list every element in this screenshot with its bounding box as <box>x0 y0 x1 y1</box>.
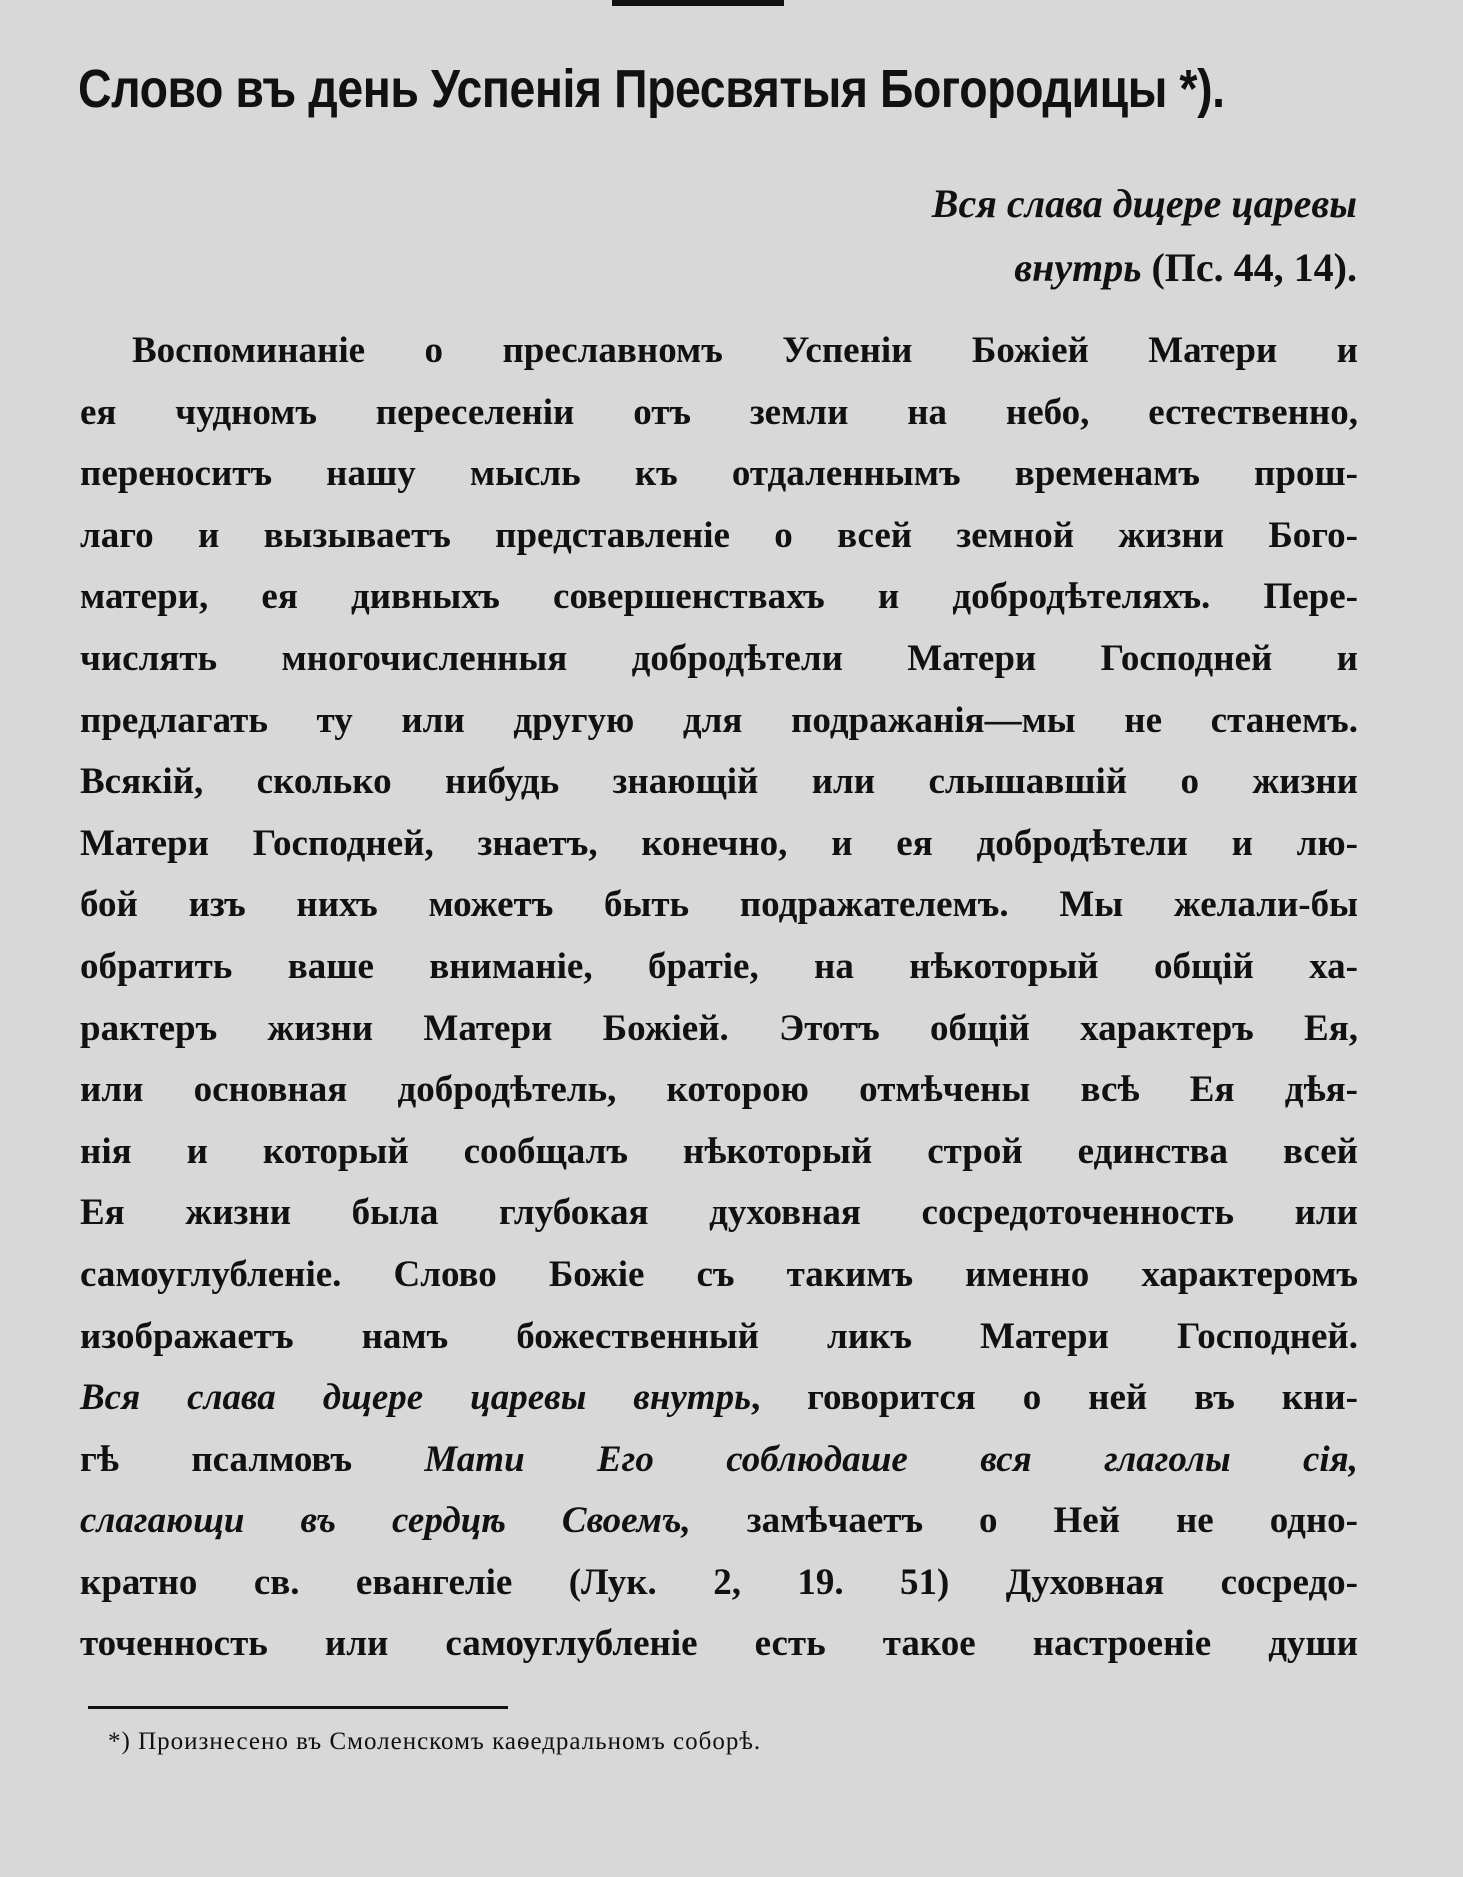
body-text <box>80 320 1358 1675</box>
text-segment: переноситъ нашу мысль къ отдаленнымъ временамъ прош- <box>80 453 1358 495</box>
body-line <box>80 1429 1358 1491</box>
italic-quote: слагающи въ сердцѣ Своемъ, <box>80 1500 691 1542</box>
body-line <box>80 813 1358 875</box>
epigraph-reference: (Пс. 44, 14). <box>1141 245 1357 290</box>
body-line <box>80 936 1358 998</box>
body-line <box>80 1182 1358 1244</box>
text-segment: , говорится о ней въ кни- <box>750 1377 1358 1419</box>
text-segment: матери, ея дивныхъ совершенствахъ и добродѣтеляхъ. Пере- <box>80 576 1358 618</box>
body-line <box>80 382 1358 444</box>
text-segment: нія и который сообщалъ нѣкоторый строй единства всей <box>80 1130 1358 1172</box>
text-segment: Ея жизни была глубокая духовная сосредоточенность или <box>80 1192 1358 1234</box>
text-segment: кратно св. евангеліе (Лук. 2, 19. 51) Духовная сосредо- <box>80 1561 1358 1603</box>
body-line <box>80 1121 1358 1183</box>
text-segment: Всякій, сколько нибудь знающій или слышавшій о жизни <box>80 761 1358 803</box>
epigraph-line-1: Вся слава дщере царевы <box>931 181 1357 226</box>
body-line <box>80 320 1358 382</box>
text-segment: Матери Господней, знаетъ, конечно, и ея добродѣтели и лю- <box>80 822 1358 864</box>
epigraph-line-2 <box>932 236 1357 300</box>
body-line <box>80 1552 1358 1614</box>
top-rule <box>612 0 784 6</box>
body-line <box>80 1367 1358 1429</box>
text-segment: предлагать ту или другую для подражанія—мы не станемъ. <box>80 699 1358 741</box>
epigraph-italic: внутрь <box>1014 245 1142 290</box>
body-line <box>80 751 1358 813</box>
page-title: Слово въ день Успенія Пресвятыя Богородицы *). <box>78 59 1225 119</box>
body-line <box>80 874 1358 936</box>
italic-quote: Мати Его соблюдаше вся глаголы сія, <box>424 1438 1358 1480</box>
text-segment: числять многочисленныя добродѣтели Матери Господней и <box>80 637 1358 679</box>
footnote-rule <box>88 1706 508 1709</box>
body-line <box>80 998 1358 1060</box>
body-line <box>80 1613 1358 1675</box>
text-segment: замѣчаетъ о Ней не одно- <box>690 1500 1358 1542</box>
text-segment: точенность или самоуглубленіе есть такое настроеніе души <box>80 1623 1358 1665</box>
body-line <box>80 1490 1358 1552</box>
text-segment: гѣ псалмовъ <box>80 1438 425 1480</box>
body-line <box>80 1244 1358 1306</box>
footnote: *) Произнесено въ Смоленскомъ каѳедральномъ соборѣ. <box>108 1728 762 1755</box>
epigraph <box>932 172 1357 300</box>
text-segment: самоуглубленіе. Слово Божіе съ такимъ именно характеромъ <box>80 1253 1358 1295</box>
body-line <box>80 1306 1358 1368</box>
body-line <box>80 505 1358 567</box>
text-segment: рактеръ жизни Матери Божіей. Этотъ общій характеръ Ея, <box>80 1007 1358 1049</box>
italic-quote: Вся слава дщере царевы внутрь <box>80 1377 751 1419</box>
body-line <box>80 1059 1358 1121</box>
text-segment: обратить ваше вниманіе, братіе, на нѣкоторый общій ха- <box>80 945 1358 987</box>
text-segment: Воспоминаніе о преславномъ Успеніи Божіей Матери и <box>132 330 1358 371</box>
body-line <box>80 690 1358 752</box>
body-line <box>80 443 1358 505</box>
text-segment: бой изъ нихъ можетъ быть подражателемъ. Мы желали-бы <box>80 884 1358 926</box>
body-line <box>80 566 1358 628</box>
text-segment: ея чудномъ переселеніи отъ земли на небо, естественно, <box>80 391 1358 433</box>
text-segment: лаго и вызываетъ представленіе о всей земной жизни Бого- <box>80 514 1358 556</box>
body-line <box>80 628 1358 690</box>
text-segment: или основная добродѣтель, которою отмѣчены всѣ Ея дѣя- <box>80 1069 1358 1111</box>
text-segment: изображаетъ намъ божественный ликъ Матери Господней. <box>80 1315 1358 1357</box>
